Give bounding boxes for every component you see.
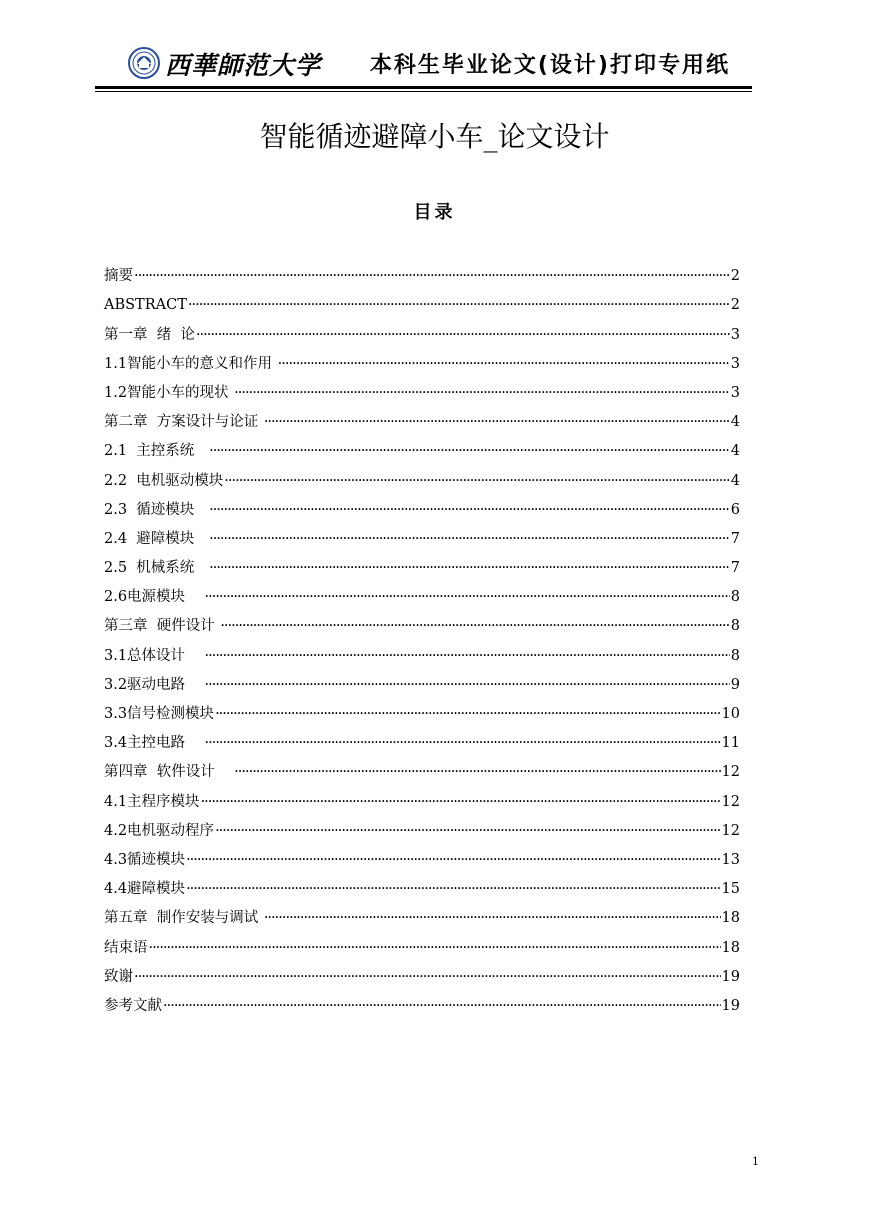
toc-leader-dots bbox=[205, 646, 730, 666]
toc-entry-label: 4.2电机驱动程序 bbox=[104, 822, 215, 839]
toc-leader-dots bbox=[264, 412, 730, 432]
toc-entry-label: 2.4 避障模块 bbox=[104, 530, 209, 547]
toc-entry-page: 3 bbox=[730, 355, 740, 372]
toc-entry-label: 第二章 方案设计与论证 bbox=[104, 414, 263, 431]
toc-entry-label: 2.6电源模块 bbox=[104, 589, 204, 606]
toc-entry-label: 摘要 bbox=[104, 268, 133, 285]
toc-entry[interactable] bbox=[104, 607, 740, 636]
toc-entry[interactable] bbox=[104, 578, 740, 607]
toc-entry-label: 1.1智能小车的意义和作用 bbox=[104, 355, 277, 372]
toc-entry-page: 3 bbox=[730, 384, 740, 401]
toc-entry-page: 3 bbox=[730, 326, 740, 343]
toc-heading: 目录 bbox=[413, 202, 456, 223]
toc-entry[interactable] bbox=[104, 812, 740, 841]
header-rule-thick bbox=[95, 86, 752, 89]
toc-entry[interactable] bbox=[104, 666, 740, 695]
toc-leader-dots bbox=[264, 908, 721, 928]
toc-leader-dots bbox=[201, 792, 721, 812]
toc-entry-label: 第四章 软件设计 bbox=[104, 764, 234, 781]
toc-leader-dots bbox=[205, 733, 721, 753]
toc-leader-dots bbox=[209, 441, 730, 461]
toc-entry-label: 第五章 制作安装与调试 bbox=[104, 910, 263, 927]
toc-leader-dots bbox=[209, 500, 730, 520]
toc-entry-page: 2 bbox=[730, 268, 740, 285]
toc-entry[interactable] bbox=[104, 491, 740, 520]
toc-entry-label: 2.1 主控系统 bbox=[104, 443, 209, 460]
toc-leader-dots bbox=[209, 529, 730, 549]
toc-entry[interactable] bbox=[104, 958, 740, 987]
toc-entry-page: 11 bbox=[721, 735, 740, 752]
toc-entry[interactable] bbox=[104, 461, 740, 490]
toc-leader-dots bbox=[188, 295, 730, 315]
toc-entry[interactable] bbox=[104, 432, 740, 461]
toc-leader-dots bbox=[234, 383, 730, 403]
toc-entry-label: 3.3信号检测模块 bbox=[104, 706, 215, 722]
toc-entry-page: 18 bbox=[721, 939, 740, 956]
toc-entry-label: 第一章 绪 论 bbox=[104, 326, 195, 343]
toc-entry[interactable] bbox=[104, 753, 740, 782]
toc-entry[interactable] bbox=[104, 841, 740, 870]
toc-leader-dots bbox=[278, 354, 730, 374]
toc-leader-dots bbox=[134, 967, 721, 987]
toc-entry-page: 8 bbox=[730, 647, 740, 664]
toc-entry-label: 2.3 循迹模块 bbox=[104, 501, 209, 518]
toc-leader-dots bbox=[215, 704, 720, 724]
toc-entry-page: 19 bbox=[721, 997, 740, 1014]
toc-entry-page: 10 bbox=[721, 706, 740, 722]
toc-entry-label: 4.4避障模块 bbox=[104, 881, 186, 898]
toc-entry-page: 18 bbox=[721, 910, 740, 927]
page-header bbox=[95, 40, 752, 88]
header-rule-thin bbox=[95, 91, 752, 92]
toc-entry[interactable] bbox=[104, 374, 740, 403]
toc-leader-dots bbox=[209, 558, 730, 578]
toc-entry-page: 19 bbox=[721, 968, 740, 985]
toc-entry[interactable] bbox=[104, 520, 740, 549]
toc-entry[interactable] bbox=[104, 345, 740, 374]
toc-leader-dots bbox=[163, 996, 721, 1016]
toc-entry-label: ABSTRACT bbox=[104, 297, 187, 314]
toc-leader-dots bbox=[134, 266, 730, 286]
toc-entry-page: 4 bbox=[730, 414, 740, 431]
toc-entry-label: 1.2智能小车的现状 bbox=[104, 384, 234, 401]
toc-entry-page: 8 bbox=[730, 618, 740, 635]
toc-entry[interactable] bbox=[104, 286, 740, 315]
toc-entry-label: 参考文献 bbox=[104, 997, 162, 1014]
toc-entry-page: 12 bbox=[721, 793, 740, 810]
university-name: 西華師范大学 bbox=[165, 51, 322, 80]
toc-entry-page: 13 bbox=[721, 851, 740, 868]
toc-leader-dots bbox=[234, 762, 720, 782]
toc-entry[interactable] bbox=[104, 636, 740, 665]
page-number: 1 bbox=[752, 1155, 759, 1168]
toc-entry[interactable] bbox=[104, 782, 740, 811]
toc-entry-page: 8 bbox=[730, 589, 740, 606]
toc-entry[interactable] bbox=[104, 695, 740, 724]
toc-entry[interactable] bbox=[104, 549, 740, 578]
toc-leader-dots bbox=[196, 325, 730, 345]
toc-entry[interactable] bbox=[104, 724, 740, 753]
header-title: 本科生毕业论文(设计)打印专用纸 bbox=[369, 53, 730, 78]
toc-entry[interactable] bbox=[104, 315, 740, 344]
toc-entry-page: 2 bbox=[730, 297, 740, 314]
toc-entry-page: 6 bbox=[730, 501, 740, 518]
toc-entry-label: 3.4主控电路 bbox=[104, 735, 204, 752]
document-title: 智能循迹避障小车_论文设计 bbox=[259, 120, 610, 153]
toc-entry-page: 12 bbox=[721, 822, 740, 839]
toc-entry-label: 4.1主程序模块 bbox=[104, 793, 200, 810]
toc-entry-page: 9 bbox=[730, 676, 740, 693]
toc-entry[interactable] bbox=[104, 257, 740, 286]
toc-entry-page: 4 bbox=[730, 443, 740, 460]
toc-entry-label: 4.3循迹模块 bbox=[104, 851, 186, 868]
toc-entry-label: 2.5 机械系统 bbox=[104, 560, 209, 577]
toc-entry-page: 15 bbox=[721, 881, 740, 898]
toc-leader-dots bbox=[205, 587, 730, 607]
toc-entry[interactable] bbox=[104, 987, 740, 1016]
toc-entry-page: 7 bbox=[730, 530, 740, 547]
toc-entry[interactable] bbox=[104, 870, 740, 899]
toc-entry-label: 3.2驱动电路 bbox=[104, 676, 204, 693]
toc-leader-dots bbox=[205, 675, 730, 695]
toc-entry-label: 致谢 bbox=[104, 968, 133, 985]
toc-entry-label: 第三章 硬件设计 bbox=[104, 618, 220, 635]
toc-entry-label: 3.1总体设计 bbox=[104, 647, 204, 664]
toc-entry-page: 7 bbox=[730, 560, 740, 577]
toc-entry-label: 2.2 电机驱动模块 bbox=[104, 472, 224, 489]
toc-leader-dots bbox=[186, 850, 720, 870]
toc-leader-dots bbox=[186, 879, 720, 899]
table-of-contents bbox=[104, 257, 740, 1016]
toc-leader-dots bbox=[149, 938, 721, 958]
toc-leader-dots bbox=[220, 616, 729, 636]
toc-entry[interactable] bbox=[104, 403, 740, 432]
toc-entry-page: 12 bbox=[721, 764, 740, 781]
toc-entry-label: 结束语 bbox=[104, 939, 148, 956]
university-seal-icon bbox=[128, 47, 160, 79]
toc-entry-page: 4 bbox=[730, 472, 740, 489]
toc-leader-dots bbox=[215, 821, 720, 841]
toc-leader-dots bbox=[224, 471, 729, 491]
toc-entry[interactable] bbox=[104, 928, 740, 957]
toc-entry[interactable] bbox=[104, 899, 740, 928]
